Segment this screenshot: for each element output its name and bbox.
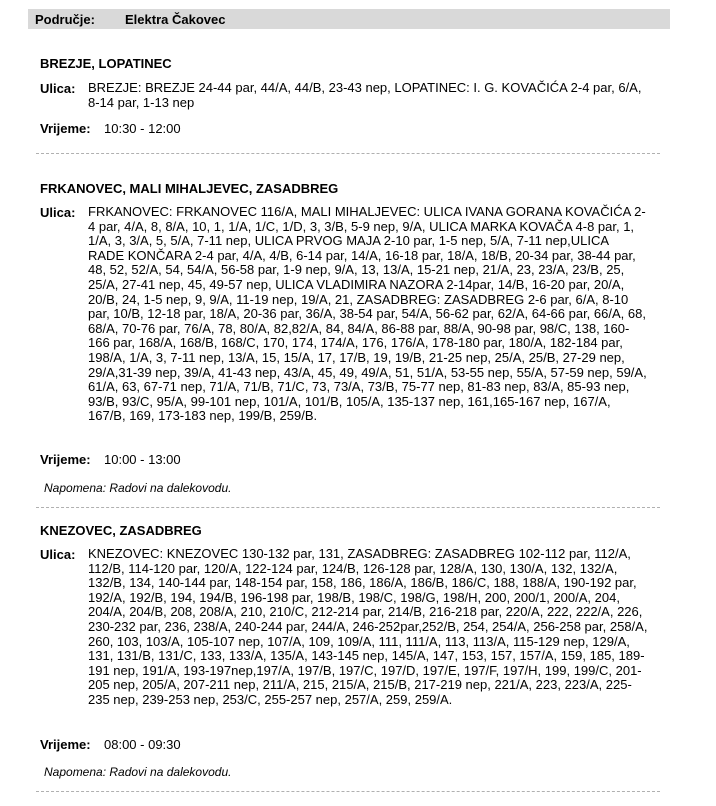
time-value: 10:00 - 13:00 (104, 452, 181, 467)
time-label: Vrijeme: (40, 452, 91, 467)
street-label: Ulica: (40, 205, 76, 220)
time-value: 10:30 - 12:00 (104, 121, 181, 136)
section-title: FRKANOVEC, MALI MIHALJEVEC, ZASADBREG (40, 181, 339, 196)
time-label: Vrijeme: (40, 121, 91, 136)
street-list: KNEZOVEC: KNEZOVEC 130-132 par, 131, ZASADBREG: ZASADBREG 102-112 par, 112/A, 112/B, 114-120 par, 120/A, 122-124 par, 124/B, 126-128 par, 128/A, 130, 130/A, 132, 132/A, 132/B, 134, 140-144 par, 148-154 par, 158, 186, 186/A, 186/B, 186/C, 188, 188/A, 190-192 par, 192/A, 192/B, 194, 194/B, 196-198 par, 198/B, 198/C, 198/G, 198/H, 200, 200/1, 200/A, 204, 204/A, 204/B, 208, 208/A, 210, 210/C, 212-214 par, 214/B, 216-218 par, 220/A, 222, 222/A, 226, 230-232 par, 236, 238/A, 240-244 par, 244/A, 246-252par,252/B, 254, 254/A, 256-258 par, 258/A, 260, 103, 103/A, 105-107 nep, 107/A, 109, 109/A, 111, 111/A, 113, 113/A, 115-129 nep, 129/A, 131, 131/B, 131/C, 133, 133/A, 135/A, 143-145 nep, 145/A, 147, 153, 157, 157/A, 159, 185, 189-191 nep, 191/A, 193-197nep,197/A, 197/B, 197/C, 197/D, 197/E, 197/F, 197/H, 199, 199/C, 201-205 nep, 205/A, 207-211 nep, 211/A, 215, 215/A, 215/B, 217-219 nep, 221/A, 223, 223/A, 225-235 nep, 239-253 nep, 253/C, 255-257 nep, 257/A, 259, 259/A. (88, 546, 648, 707)
street-list: FRKANOVEC: FRKANOVEC 116/A, MALI MIHALJEVEC: ULICA IVANA GORANA KOVAČIĆA 2-4 par, 4/A, 8, 8/A, 10, 1, 1/A, 1/C, 1/D, 3, 3/B, 5-9 nep, 9/A, ULICA MARKA KOVAČA 4-8 par, 1, 1/A, 3, 3/A, 5, 5/A, 7-11 nep, ULICA PRVOG MAJA 2-10 par, 1-5 nep, 5/A, 7-11 nep,ULICA RADE KONČARA 2-4 par, 4/A, 4/B, 6-14 par, 14/A, 16-18 par, 18/A, 18/B, 20-34 par, 38-44 par, 48, 52, 52/A, 54, 54/A, 56-58 par, 1-9 nep, 9/A, 13, 13/A, 15-21 nep, 21/A, 23, 23/A, 23/B, 25, 25/A, 27-41 nep, 45, 49-57 nep, ULICA VLADIMIRA NAZORA 2-14par, 14/B, 16-20 par, 20/A, 20/B, 24, 1-5 nep, 9, 9/A, 11-19 nep, 19/A, 21, ZASADBREG: ZASADBREG 2-6 par, 6/A, 8-10 par, 10/B, 12-18 par, 18/A, 20-36 par, 36/A, 38-54 par, 54/A, 56-62 par, 62/A, 64-66 par, 66/A, 68, 68/A, 70-76 par, 76/A, 78, 80/A, 82,82/A, 84, 84/A, 86-88 par, 88/A, 90-98 par, 98/C, 138, 160-166 par, 168/A, 168/B, 168/C, 170, 174, 174/A, 176, 176/A, 178-180 par, 180/A, 182-184 par, 198/A, 1/A, 3, 7-11 nep, 13/A, 15, 15/A, 17, 17/B, 19, 19/B, 21-25 nep, 25/A, 25/B, 27-29 nep, 29/A,31-39 nep, 39/A, 41-43 nep, 43/A, 45, 49, 49/A, 51, 51/A, 53-55 nep, 55/A, 57-59 nep, 59/A, 61/A, 63, 67-71 nep, 71/A, 71/B, 71/C, 73, 73/A, 73/B, 75-77 nep, 81-83 nep, 83/A, 85-93 nep, 93/B, 93/C, 95/A, 99-101 nep, 101/A, 101/B, 105/A, 135-137 nep, 161,165-167 nep, 167/A, 167/B, 169, 173-183 nep, 199/B, 259/B. (88, 204, 647, 424)
area-header (28, 9, 670, 29)
street-list: BREZJE: BREZJE 24-44 par, 44/A, 44/B, 23-43 nep, LOPATINEC: I. G. KOVAČIĆA 2-4 par, 6/A, 8-14 par, 1-13 nep (88, 80, 642, 110)
area-value: Elektra Čakovec (125, 12, 226, 27)
area-label: Područje: (35, 12, 95, 27)
section-divider (36, 153, 660, 154)
note: Napomena: Radovi na dalekovodu. (44, 481, 232, 495)
street-label: Ulica: (40, 81, 76, 96)
section-title: BREZJE, LOPATINEC (40, 56, 172, 71)
time-label: Vrijeme: (40, 737, 91, 752)
note: Napomena: Radovi na dalekovodu. (44, 765, 232, 779)
section-title: KNEZOVEC, ZASADBREG (40, 523, 202, 538)
section-divider (36, 791, 660, 792)
time-value: 08:00 - 09:30 (104, 737, 181, 752)
street-label: Ulica: (40, 547, 76, 562)
section-divider (36, 507, 660, 508)
